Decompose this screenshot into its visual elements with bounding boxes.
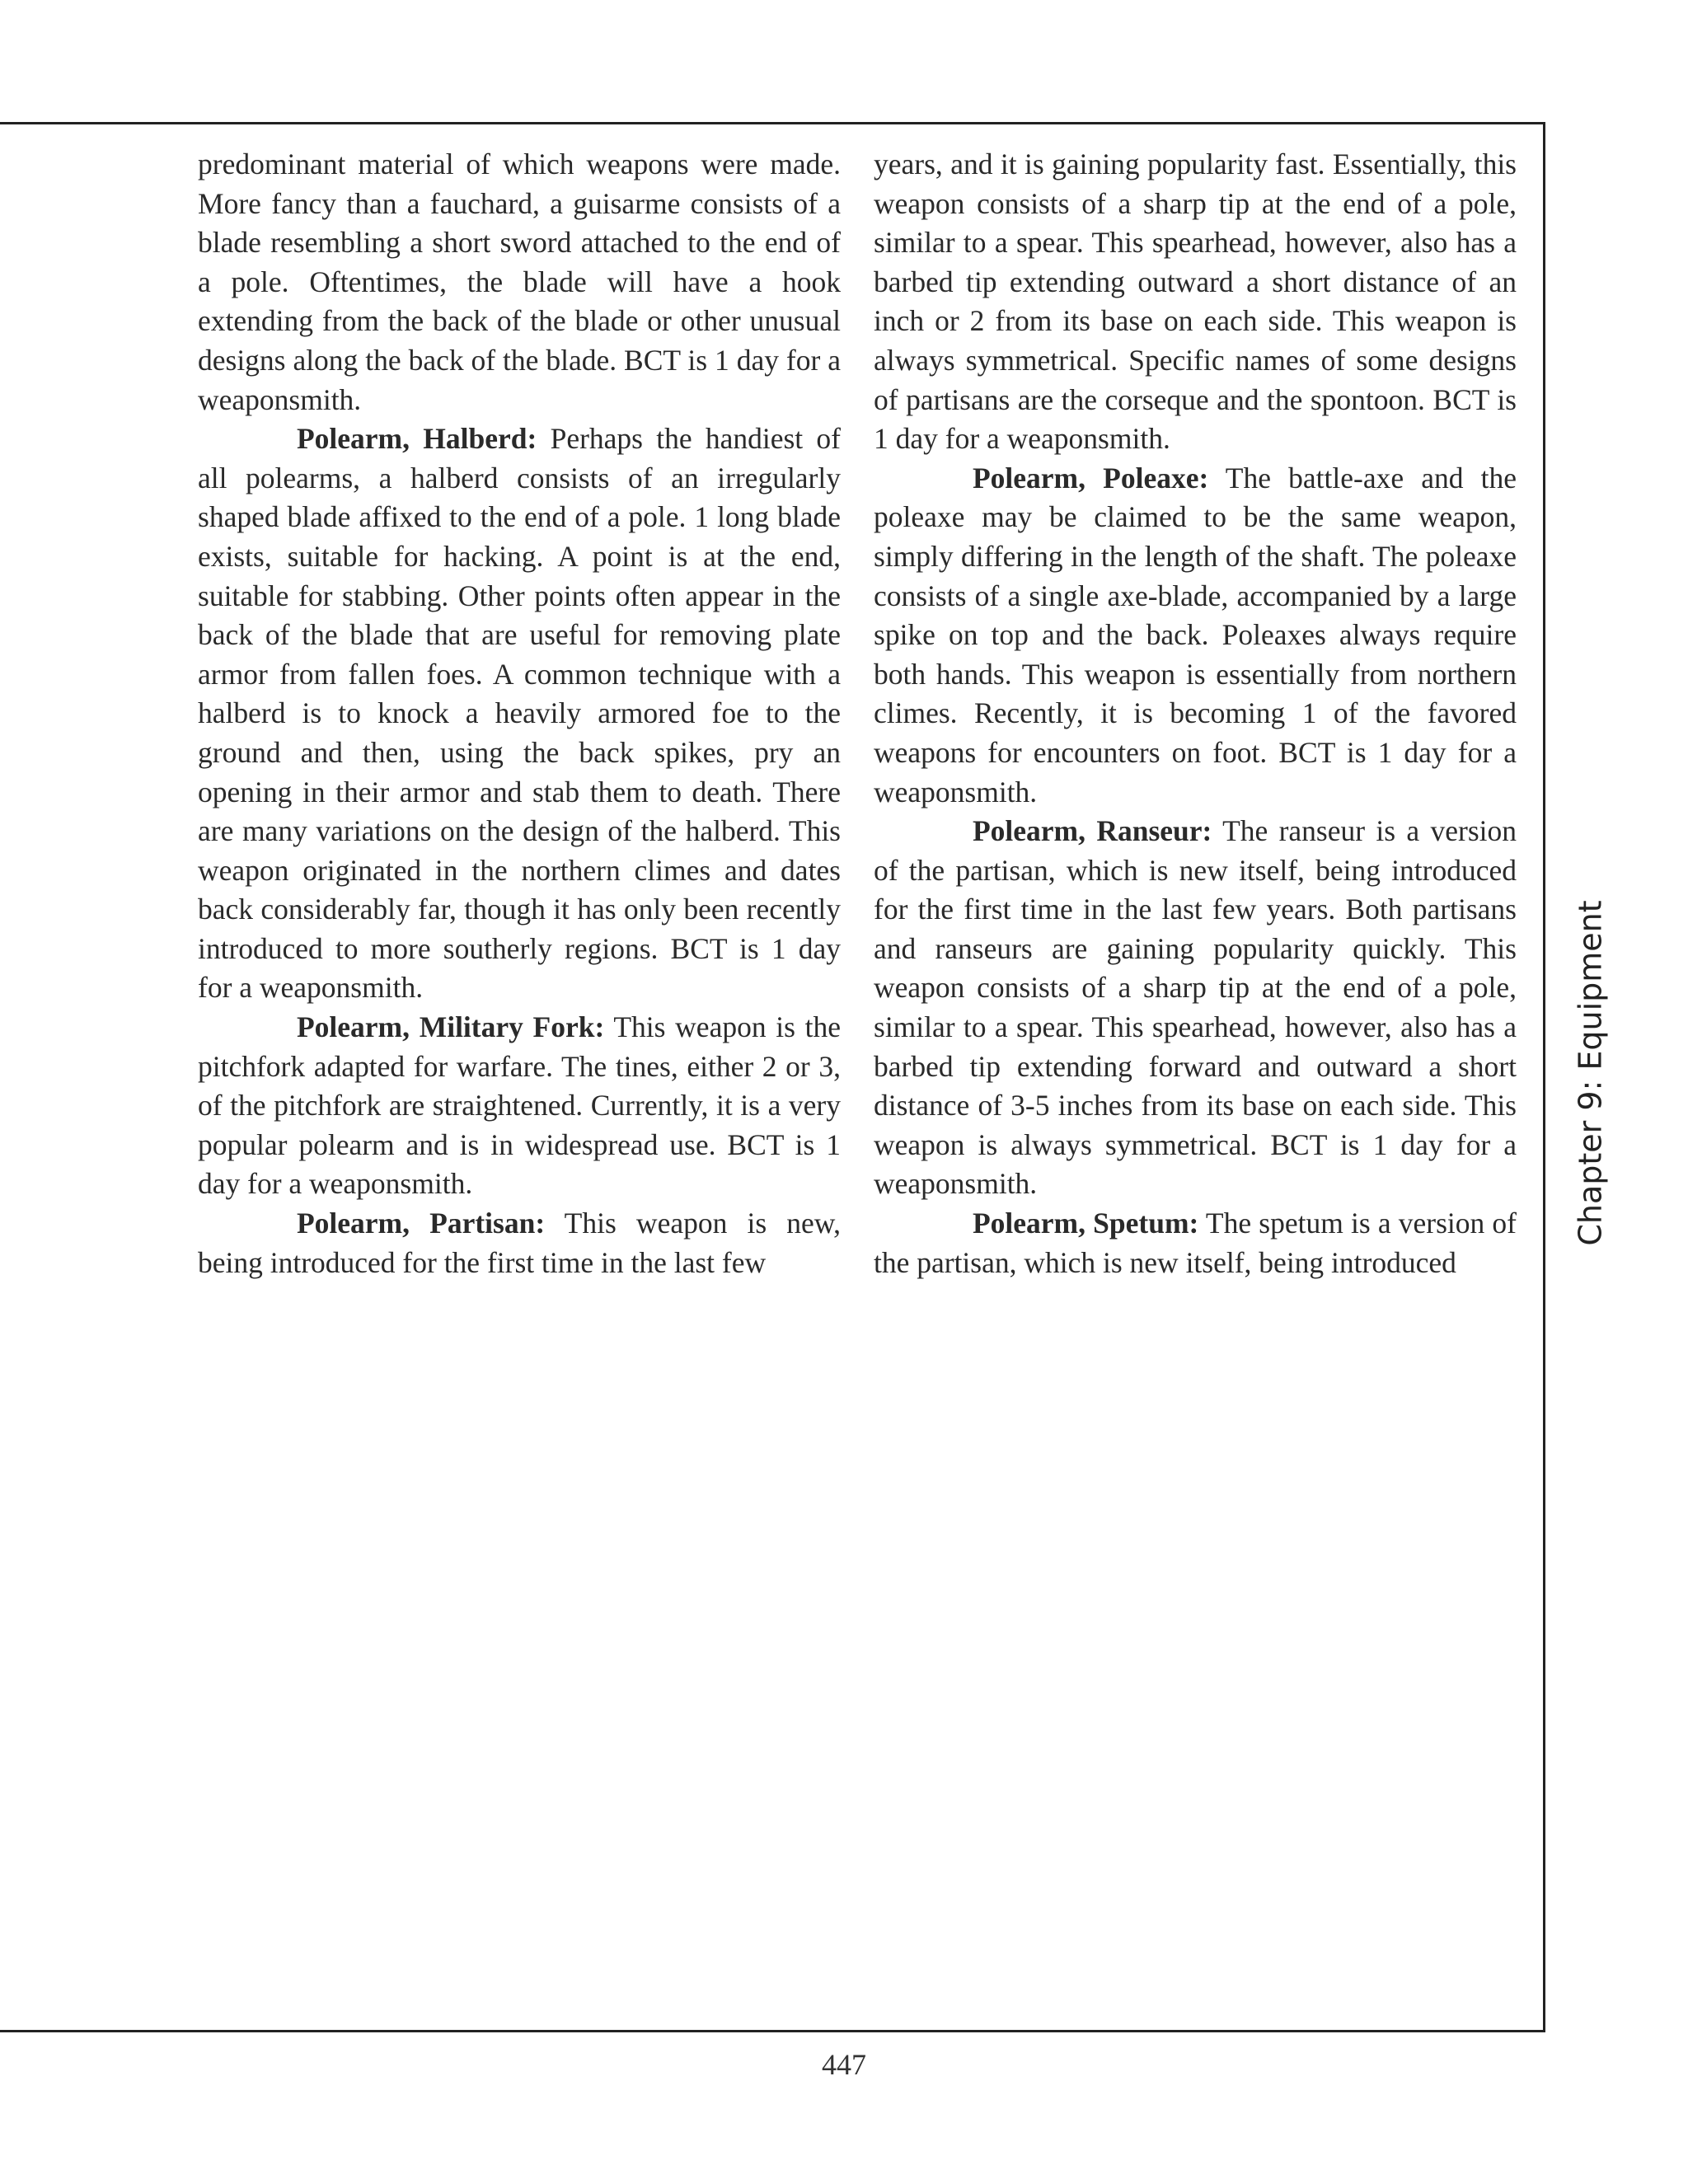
entry-polearm-spetum — [874, 1204, 1517, 1282]
entry-polearm-partisan — [198, 1204, 841, 1282]
page-frame-bottom-rule — [0, 2030, 1545, 2032]
entry-body: The ranseur is a version of the partisan, which is new itself, being introduced for the first time in the last few years. Both partisans and ranseurs are gaining popularity quickly. This weapon consists of a sharp tip at the end of a pole, similar to a spear. This spearhead, however, also has a barbed tip extending forward and outward a short distance of 3-5 inches from its base on each side. This weapon is always symmetrical. BCT is 1 day for a weaponsmith. — [874, 814, 1517, 1201]
entry-term: Polearm, Spetum: — [973, 1207, 1199, 1240]
entry-body: Perhaps the handiest of all polearms, a halberd consists of an irregularly shaped blade affixed to the end of a pole. 1 long blade exists, suitable for hacking. A point is at the end, suitable for stabbing. Other points often appear in the back of the blade that are useful for removing plate armor from fallen foes. A common technique with a halberd is to knock a heavily armored foe to the ground and then, using the back spikes, pry an opening in their armor and stab them to death. There are many variations on the design of the halberd. This weapon originated in the northern climes and dates back considerably far, though it has only been recently introduced to more southerly regions. BCT is 1 day for a weaponsmith. — [198, 422, 842, 1005]
chapter-side-tab — [1564, 892, 1617, 1254]
entry-body: This weapon is new, being introduced for the first time in the last few — [198, 1207, 842, 1279]
entry-polearm-military-fork — [198, 1008, 841, 1204]
entry-term: Polearm, Halberd: — [297, 422, 537, 456]
entry-term: Polearm, Poleaxe: — [973, 461, 1209, 494]
paragraph-body: years, and it is gaining popularity fast. Essentially, this weapon consists of a sharp tip at the end of a pole, similar to a spear. This spearhead, however, also has a barbed tip extending outward a short distance of an inch or 2 from its base on each side. This weapon is always symmetrical. Specific names of some designs of partisans are the corseque and the spontoon. BCT is 1 day for a weaponsmith. — [874, 148, 1517, 456]
chapter-side-tab-label: Chapter 9: Equipment — [1573, 900, 1609, 1246]
entry-term: Polearm, Ranseur: — [973, 814, 1212, 848]
entry-term: Polearm, Partisan: — [297, 1207, 546, 1240]
paragraph-body: predominant material of which weapons were made. More fancy than a fauchard, a guisarme consists of a blade resembling a short sword attached to the end of a pole. Oftentimes, the blade will have a hook extending from the back of the blade or other unusual designs along the back of the blade. BCT is 1 day for a weaponsmith. — [198, 148, 841, 416]
entry-polearm-halberd — [198, 419, 841, 1008]
paragraph-guisarme-continued — [198, 145, 841, 419]
entry-polearm-poleaxe — [874, 459, 1517, 812]
page-frame-top-rule — [0, 122, 1545, 124]
left-text-column — [198, 145, 841, 1282]
entry-body: The battle-axe and the poleaxe may be claimed to be the same weapon, simply differing in the length of the shaft. The poleaxe consists of a single axe-blade, accompanied by a large spike on top and the back. Poleaxes always require both hands. This weapon is essentially from northern climes. Recently, it is becoming 1 of the favored weapons for encounters on foot. BCT is 1 day for a weaponsmith. — [874, 461, 1517, 808]
entry-term: Polearm, Military Fork: — [297, 1010, 605, 1044]
page-frame-right-rule — [1543, 122, 1545, 2032]
entry-polearm-ranseur — [874, 812, 1517, 1204]
page-number: 447 — [822, 2048, 866, 2081]
entry-body: The spetum is a version of the partisan, which is new itself, being introduced — [874, 1207, 1517, 1279]
right-text-column — [874, 145, 1517, 1282]
paragraph-partisan-continued — [874, 145, 1517, 459]
entry-body: This weapon is the pitchfork adapted for warfare. The tines, either 2 or 3, of the pitchfork are straightened. Currently, it is a very popular polearm and is in widespread use. BCT is 1 day for a weaponsmith. — [198, 1010, 841, 1201]
